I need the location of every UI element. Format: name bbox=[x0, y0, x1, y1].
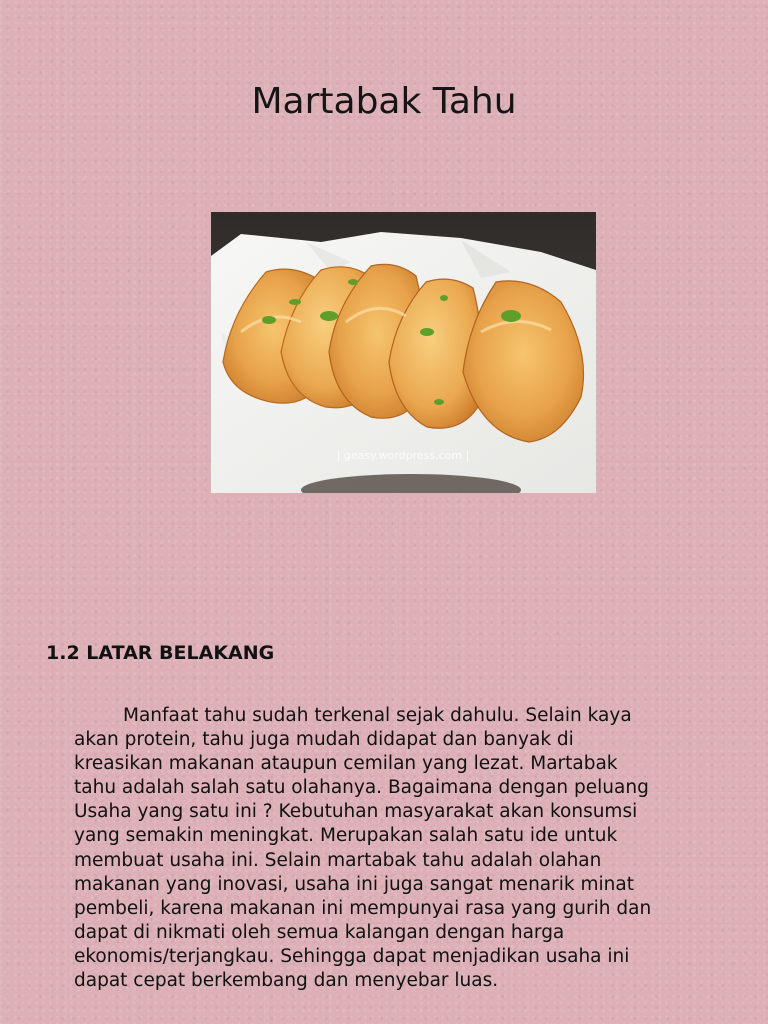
martabak-photo bbox=[211, 212, 596, 493]
photo-watermark: | geasy.wordpress.com | bbox=[336, 449, 470, 462]
slide-title: Martabak Tahu bbox=[251, 81, 517, 122]
background-paragraph: Manfaat tahu sudah terkenal sejak dahulu. Selain kaya akan protein, tahu juga mudah didapat dan banyak di kreasikan makanan ataupun cemilan yang lezat. Martabak tahu adalah salah satu olahanya. Bagaimana dengan peluang Usaha yang satu ini ? Kebutuhan masyarakat akan konsumsi yang semakin meningkat. Merupakan salah satu ide untuk membuat usaha ini. Selain martabak tahu adalah olahan makanan yang inovasi, usaha ini juga sangat menarik minat pembeli, karena makanan ini mempunyai rasa yang gurih dan dapat di nikmati oleh semua kalangan dengan harga ekonomis/terjangkau. Sehingga dapat menjadikan usaha ini dapat cepat berkembang dan menyebar luas. bbox=[74, 705, 652, 992]
section-heading: 1.2 LATAR BELAKANG bbox=[46, 642, 275, 664]
